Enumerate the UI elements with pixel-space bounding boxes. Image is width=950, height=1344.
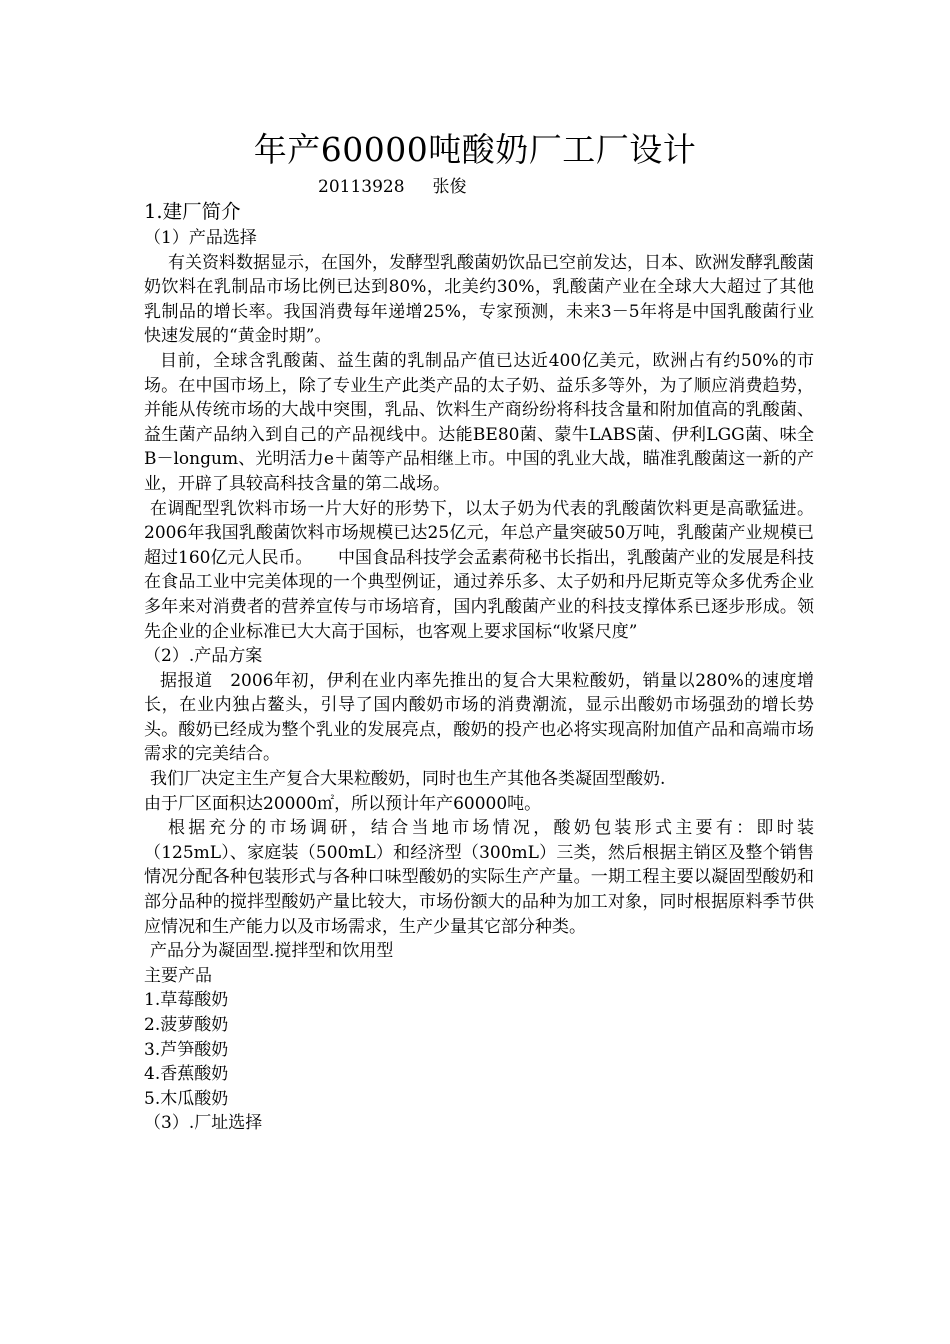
list-item: 4.香蕉酸奶 xyxy=(144,1064,229,1085)
products-heading: 主要产品 xyxy=(144,965,212,986)
subsection-heading: （2）.产品方案 xyxy=(144,646,263,667)
subsection-heading: （3）.厂址选择 xyxy=(144,1113,263,1134)
list-item: 2.菠萝酸奶 xyxy=(144,1015,229,1035)
author-line xyxy=(318,176,467,198)
paragraph: 在调配型乳饮料市场一片大好的形势下，以太子奶为代表的乳酸菌饮料更是高歌猛进。2006年我国乳酸菌饮料市场规模已达25亿元，年总产量突破50万吨，乳酸菌产业规模已超过160亿元人民币。 中国食品科技学会孟素荷秘书长指出，乳酸菌产业的发展是科技在食品工业中完美体现的一个典型例证，通过养乐多、太子奶和丹尼斯克等众多优秀企业多年来对消费者的营养宣传与市场培育，国内乳酸菌产业的科技支撑体系已逐步形成。领先企业的企业标准已大大高于国标，也客观上要求国标“收紧尺度” xyxy=(144,498,814,642)
author-id: 20113928 xyxy=(318,177,405,197)
list-item: 5.木瓜酸奶 xyxy=(144,1088,229,1109)
product-list xyxy=(144,988,814,1111)
document-title: 年产60000吨酸奶厂工厂设计 xyxy=(253,130,697,169)
paragraph: 据报道 2006年初，伊利在业内率先推出的复合大果粒酸奶，销量以280%的速度增长，在业内独占鳌头，引导了国内酸奶市场的消费潮流，显示出酸奶市场强劲的增长势头。酸奶已经成为整个乳业的发展亮点，酸奶的投产也必将实现高附加值产品和高端市场需求的完美结合。 xyxy=(144,670,814,765)
document-body xyxy=(144,198,814,1136)
section-heading: 1.建厂简介 xyxy=(144,200,241,223)
author-name: 张俊 xyxy=(432,177,467,197)
paragraph: 目前，全球含乳酸菌、益生菌的乳制品产值已达近400亿美元，欧洲占有约50%的市场。在中国市场上，除了专业生产此类产品的太子奶、益乐多等外，为了顺应消费趋势，并能从传统市场的大战中突围，乳品、饮料生产商纷纷将科技含量和附加值高的乳酸菌、益生菌产品纳入到自己的产品视线中。达能BE80菌、蒙牛LABS菌、伊利LGG菌、味全B－longum、光明活力e＋菌等产品相继上市。中国的乳业大战，瞄准乳酸菌这一新的产业，开辟了具较高科技含量的第二战场。 xyxy=(144,350,814,494)
subsection-heading: （1）产品选择 xyxy=(144,228,257,248)
paragraph: 由于厂区面积达20000㎡，所以预计年产60000吨。 xyxy=(144,793,542,814)
paragraph: 有关资料数据显示，在国外，发酵型乳酸菌奶饮品已空前发达，日本、欧洲发酵乳酸菌奶饮料在乳制品市场比例已达到80%，北美约30%，乳酸菌产业在全球大大超过了其他乳制品的增长率。我国消费每年递增25%，专家预测，未来3－5年将是中国乳酸菌行业快速发展的“黄金时期”。 xyxy=(144,252,814,347)
list-item: 3.芦笋酸奶 xyxy=(144,1039,229,1060)
paragraph: 我们厂决定主生产复合大果粒酸奶，同时也生产其他各类凝固型酸奶. xyxy=(150,769,666,790)
list-item: 1.草莓酸奶 xyxy=(144,990,229,1011)
paragraph: 产品分为凝固型.搅拌型和饮用型 xyxy=(150,941,394,962)
paragraph: 根据充分的市场调研，结合当地市场情况，酸奶包装形式主要有：即时装（125mL）、家庭装（500mL）和经济型（300mL）三类，然后根据主销区及整个销售情况分配各种包装形式与各种口味型酸奶的实际生产产量。一期工程主要以凝固型酸奶和部分品种的搅拌型酸奶产量比较大，市场份额大的品种为加工对象，同时根据原料季节供应情况和生产能力以及市场需求，生产少量其它部分种类。 xyxy=(144,818,814,937)
